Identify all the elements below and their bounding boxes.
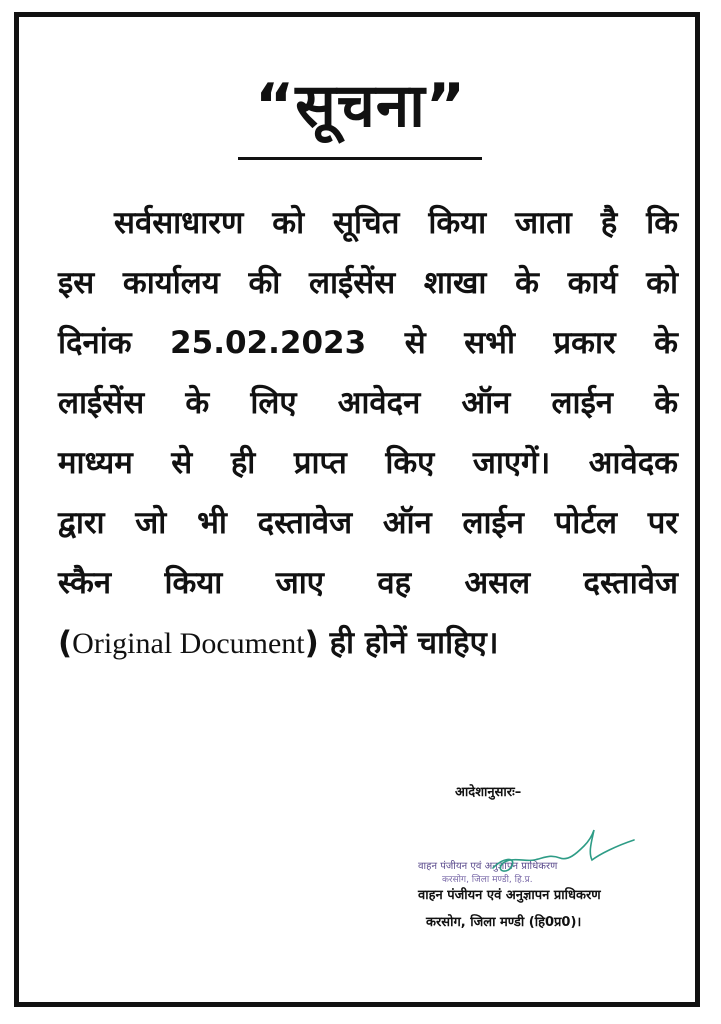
notice-title: “सूचना” <box>254 71 467 141</box>
notice-line-8 <box>58 616 678 676</box>
authority-name: वाहन पंजीयन एवं अनुज्ञापन प्राधिकरण <box>418 888 601 903</box>
order-label: आदेशानुसारः– <box>455 785 522 800</box>
notice-line-1: सर्वसाधारण को सूचित किया जाता है कि <box>114 205 678 241</box>
original-document-term: Original Document <box>72 627 305 660</box>
notice-body <box>58 196 678 676</box>
notice-line-6: द्वारा जो भी दस्तावेज ऑन लाईन पोर्टल पर <box>58 505 678 541</box>
notice-line-8-rest: ही होनें चाहिए। <box>318 625 499 661</box>
notice-line-7: स्कैन किया जाए वह असल दस्तावेज <box>58 565 678 601</box>
notice-line-5: माध्यम से ही प्राप्त किए जाएगें। आवेदक <box>58 445 678 481</box>
notice-line-4: लाईसेंस के लिए आवेदन ऑन लाईन के <box>58 385 678 421</box>
signature-icon <box>488 826 638 886</box>
close-paren: ) <box>304 625 319 661</box>
open-paren: ( <box>58 625 73 661</box>
stamp-text: वाहन पंजीयन एवं अनुज्ञापन प्राधिकरण <box>418 861 558 872</box>
authority-location: करसोग, जिला मण्डी (हि0प्र0)। <box>426 915 582 930</box>
title-underline <box>238 157 482 160</box>
stamp-subtext: करसोग, जिला मण्डी, हि.प्र. <box>442 875 533 885</box>
notice-line-3: दिनांक 25.02.2023 से सभी प्रकार के <box>58 325 678 361</box>
notice-line-2: इस कार्यालय की लाईसेंस शाखा के कार्य को <box>58 265 678 301</box>
